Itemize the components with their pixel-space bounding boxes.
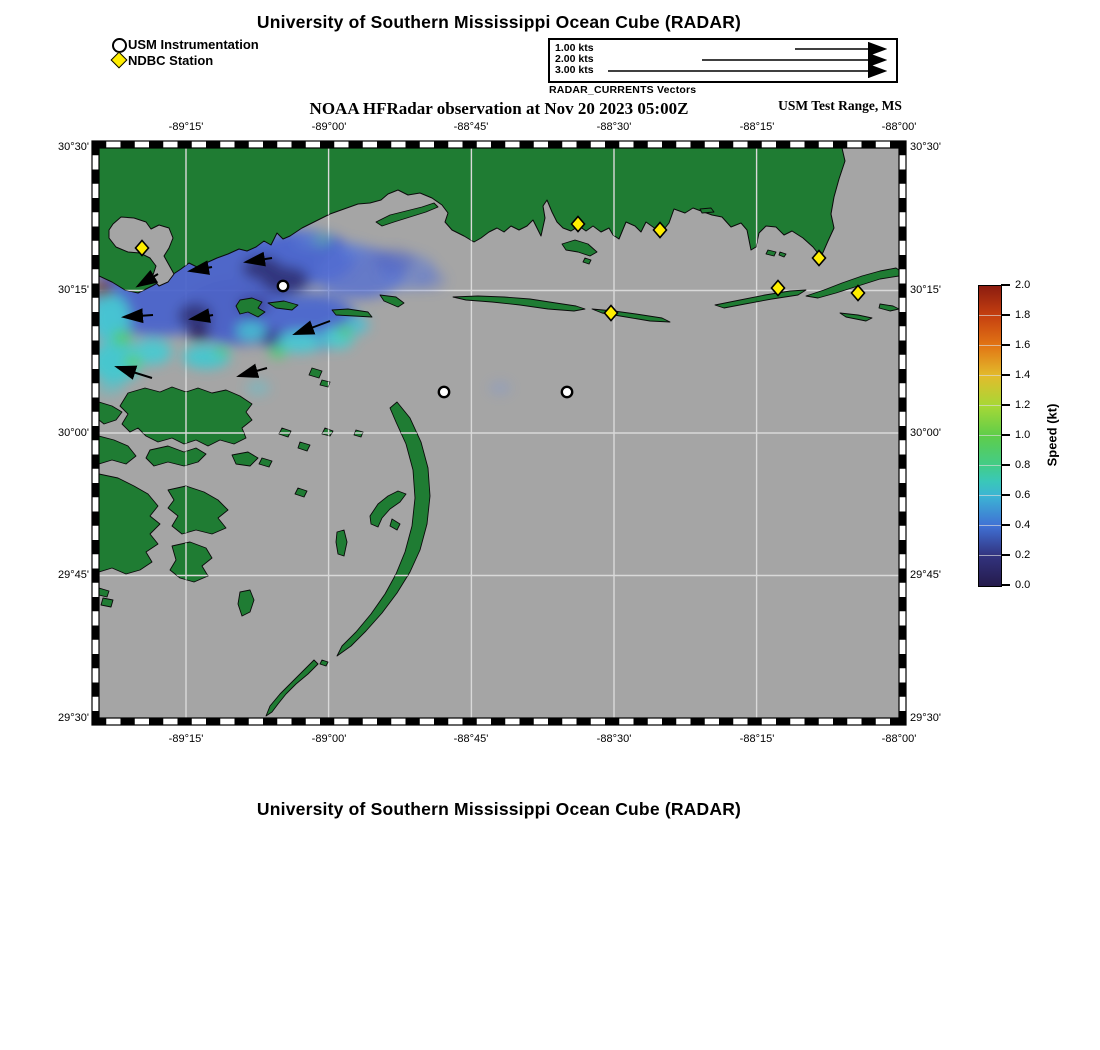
colorbar-gridline <box>979 345 1001 346</box>
lon-tick-bottom: -89°00' <box>311 733 347 745</box>
lon-tick-top: -88°15' <box>739 121 775 133</box>
colorbar-tick <box>1001 494 1010 496</box>
lon-tick-bottom: -88°00' <box>881 733 917 745</box>
colorbar-tick <box>1001 584 1010 586</box>
lon-tick-top: -89°00' <box>311 121 347 133</box>
lat-tick-left: 30°15' <box>58 284 89 296</box>
legend-usm-label: USM Instrumentation <box>128 37 259 52</box>
lat-tick-right: 29°45' <box>910 569 941 581</box>
colorbar-label: 0.0 <box>1015 579 1031 591</box>
colorbar-tick <box>1001 314 1010 316</box>
legend-ndbc-label: NDBC Station <box>128 53 214 68</box>
colorbar-label: 1.8 <box>1015 309 1031 321</box>
vector-scale-box <box>548 38 898 83</box>
usm-instrumentation-marker <box>562 387 572 397</box>
lon-tick-bottom: -88°45' <box>453 733 489 745</box>
colorbar-label: 1.6 <box>1015 339 1031 351</box>
colorbar-label: 0.4 <box>1015 519 1031 531</box>
colorbar-tick <box>1001 434 1010 436</box>
usm-instrumentation-icon <box>112 38 127 53</box>
page-title-top: University of Southern Mississippi Ocean Cube (RADAR) <box>256 12 742 32</box>
scale-arrows <box>550 40 896 81</box>
lon-tick-top: -88°30' <box>596 121 632 133</box>
lat-tick-right: 30°30' <box>910 141 941 153</box>
colorbar-label: 1.4 <box>1015 369 1031 381</box>
colorbar-tick <box>1001 344 1010 346</box>
lat-tick-right: 30°00' <box>910 427 941 439</box>
colorbar-label: 2.0 <box>1015 279 1031 291</box>
lat-tick-left: 30°30' <box>58 141 89 153</box>
lat-tick-left: 29°30' <box>58 712 89 724</box>
colorbar-tick <box>1001 524 1010 526</box>
colorbar-gridline <box>979 555 1001 556</box>
colorbar-title: Speed (kt) <box>1044 403 1060 467</box>
page-title-bottom: University of Southern Mississippi Ocean Cube (RADAR) <box>256 799 742 819</box>
colorbar-tick <box>1001 284 1010 286</box>
lon-tick-top: -88°00' <box>881 121 917 133</box>
colorbar-tick <box>1001 404 1010 406</box>
lon-tick-top: -88°45' <box>453 121 489 133</box>
lon-tick-bottom: -88°30' <box>596 733 632 745</box>
lon-tick-bottom: -89°15' <box>168 733 204 745</box>
test-range-label: USM Test Range, MS <box>778 98 902 113</box>
lat-tick-left: 30°00' <box>58 427 89 439</box>
lat-tick-right: 30°15' <box>910 284 941 296</box>
colorbar-tick <box>1001 374 1010 376</box>
lat-tick-left: 29°45' <box>58 569 89 581</box>
colorbar-tick <box>1001 554 1010 556</box>
colorbar-label: 1.0 <box>1015 429 1031 441</box>
map-canvas <box>85 135 915 735</box>
lon-tick-top: -89°15' <box>168 121 204 133</box>
colorbar-gridline <box>979 405 1001 406</box>
usm-instrumentation-marker <box>278 281 288 291</box>
scale-2kt-label: 2.00 kts <box>555 53 594 65</box>
colorbar-label: 0.2 <box>1015 549 1031 561</box>
scale-1kt-label: 1.00 kts <box>555 42 594 54</box>
colorbar-gridline <box>979 315 1001 316</box>
speed-colorbar <box>978 285 1002 587</box>
colorbar-gridline <box>979 375 1001 376</box>
usm-instrumentation-marker <box>439 387 449 397</box>
scale-3kt-label: 3.00 kts <box>555 64 594 76</box>
colorbar-label: 1.2 <box>1015 399 1031 411</box>
colorbar-label: 0.8 <box>1015 459 1031 471</box>
colorbar-gridline <box>979 525 1001 526</box>
colorbar-gridline <box>979 465 1001 466</box>
colorbar-gridline <box>979 495 1001 496</box>
ndbc-station-icon <box>111 52 128 69</box>
lat-tick-right: 29°30' <box>910 712 941 724</box>
observation-subtitle: NOAA HFRadar observation at Nov 20 2023 05:00Z <box>309 99 689 118</box>
colorbar-label: 0.6 <box>1015 489 1031 501</box>
colorbar-tick <box>1001 464 1010 466</box>
vector-scale-caption: RADAR_CURRENTS Vectors <box>549 84 697 96</box>
colorbar-gridline <box>979 435 1001 436</box>
lon-tick-bottom: -88°15' <box>739 733 775 745</box>
